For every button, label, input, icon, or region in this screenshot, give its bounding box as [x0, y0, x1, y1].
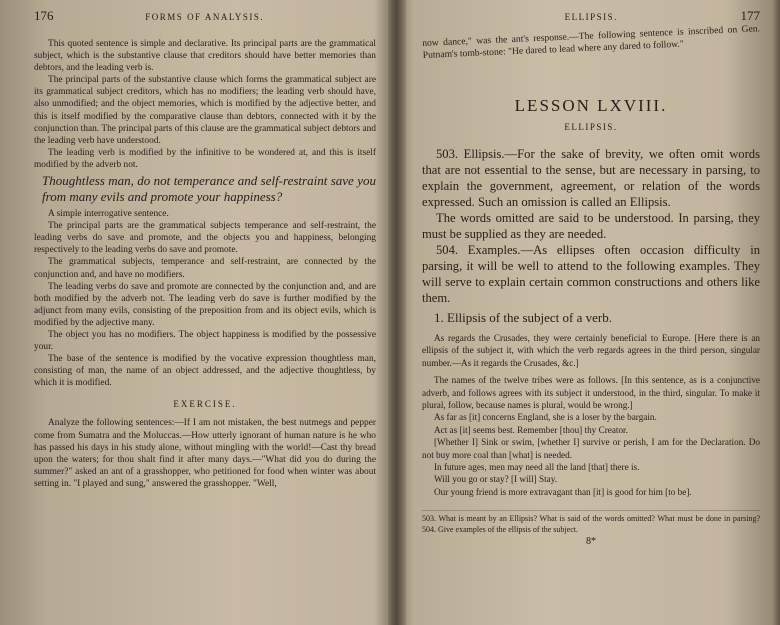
carryover-text: now dance," was the ant's response.—The following sentence is inscribed on Gen. Putnam's tomb-stone: "He dared to lead where any dared to follow."	[422, 23, 761, 61]
exercise-heading: EXERCISE.	[173, 399, 237, 410]
right-running-head	[422, 8, 760, 24]
example-block: As regards the Crusades, they were certainly beneficial to Europe. [Here there is an ellipsis of the subject it, with which the verb regards agrees in the third person, singular number.—As it regards the Crusades, &c.]	[422, 333, 760, 368]
example-line: Our young friend is more extravagant than [it] is good for him [to be].	[434, 486, 692, 497]
footnote-questions: 503. What is meant by an Ellipsis? What is said of the words omitted? What must be done in parsing? 504. Give examples of the ellipsis of the subject.	[422, 510, 760, 535]
left-running-title: FORMS OF ANALYSIS.	[145, 12, 265, 22]
example-line: Will you go or stay? [I will] Stay.	[434, 474, 558, 485]
paragraph: This quoted sentence is simple and declarative. Its principal parts are the grammatical subject, which is the substantive clause that creditors should have better memories than debtors, and the leading verb is.	[34, 39, 376, 74]
example-line: Act as [it] seems best. Remember [thou] thy Creator.	[434, 424, 628, 435]
paragraph: The grammatical subjects, temperance and self-restraint, are connected by the conjunction and, and have no modifiers.	[34, 257, 376, 280]
paragraph: A simple interrogative sentence.	[48, 209, 169, 220]
right-page-number: 177	[740, 8, 760, 23]
paragraph-503: 503. Ellipsis.—For the sake of brevity, we often omit words that are not essential to the sense, but are necessary in parsing, to explain the government, agreement, or relation of the words expressed. Such an omission is called an Ellipsis.	[422, 147, 760, 209]
right-running-title: ELLIPSIS.	[564, 12, 618, 22]
left-running-head	[34, 8, 376, 24]
paragraph: The base of the sentence is modified by the vocative expression thoughtless man, consisting of man, the name of an object addressed, and the adjective thoughtless, by which it is modified.	[34, 354, 376, 389]
example-line: As far as [it] concerns England, she is a loser by the bargain.	[434, 412, 657, 423]
example-sentence: Thoughtless man, do not temperance and self-restraint save you from many evils and promote your happiness?	[42, 173, 376, 205]
paragraph: The principal parts are the grammatical subjects temperance and self-restraint, the leading verbs do save and promote, and the objects you and happiness, belonging respectively to the leading verbs do save and promote.	[34, 221, 376, 256]
paragraph-504: 504. Examples.—As ellipses often occasion difficulty in parsing, it will be well to attend to the following examples. They will serve to explain certain common constructions and others like them.	[422, 243, 760, 305]
example-block: The names of the twelve tribes were as follows. [In this sentence, as is a conjunctive adverb, and follows agrees with its subject it understood, in the third, singular. To make it plural, follow, because names is plural, would be wrong.]	[422, 375, 760, 411]
paragraph: The principal parts of the substantive clause which forms the grammatical subject are its grammatical subject creditors, which has no modifiers; the leading verb should have, also unmodified; and the object memories, which is modified by the adjective better, and this is itself modified by the comparative clause than debtors, connected with it by the conjunction than. The principal parts of this clause are the grammatical subject debtors and the leading verb have understood.	[34, 75, 376, 146]
signature-mark: 8*	[586, 536, 596, 548]
example-line: [Whether I] Sink or swim, [whether I] survive or perish, I am for the Declaration. Do not buy more coal than [what] is needed.	[422, 437, 760, 460]
right-page	[402, 0, 780, 625]
paragraph-understood: The words omitted are said to be understood. In parsing, they must be supplied as they are needed.	[422, 211, 760, 241]
paragraph: The leading verbs do save and promote are connected by the conjunction and, and are both modified by the adverb not. The leading verb do save is further modified by the adjunct from many evils, consisting of the preposition from and its object evils, which is modified by the adjective many.	[34, 281, 376, 328]
paragraph: The object you has no modifiers. The object happiness is modified by the possessive your.	[34, 329, 376, 353]
section-subhead: 1. Ellipsis of the subject of a verb.	[434, 310, 612, 325]
paragraph: The leading verb is modified by the infinitive to be wondered at, and this is itself modified by the adverb not.	[34, 147, 376, 170]
exercise-text: Analyze the following sentences:—If I am not mistaken, the best nutmegs and pepper come from Sumatra and the Moluccas.—How utterly ignorant of human nature is he who has passed his days in his study alone, without mingling with the world!—Cast thy bread upon the waters; for thou shalt find it after many days.—"What did you do during the summer?" asked an ant of a grasshopper, who petitioned for food when winter was about setting in. "I played and sung," answered the grasshopper. "Well,	[34, 418, 376, 489]
lesson-title: LESSON LXVIII.	[514, 96, 668, 115]
lesson-subtitle: ELLIPSIS.	[564, 122, 618, 132]
example-line: In future ages, men may need all the land [that] there is.	[434, 462, 640, 473]
left-page-number: 176	[34, 8, 54, 23]
